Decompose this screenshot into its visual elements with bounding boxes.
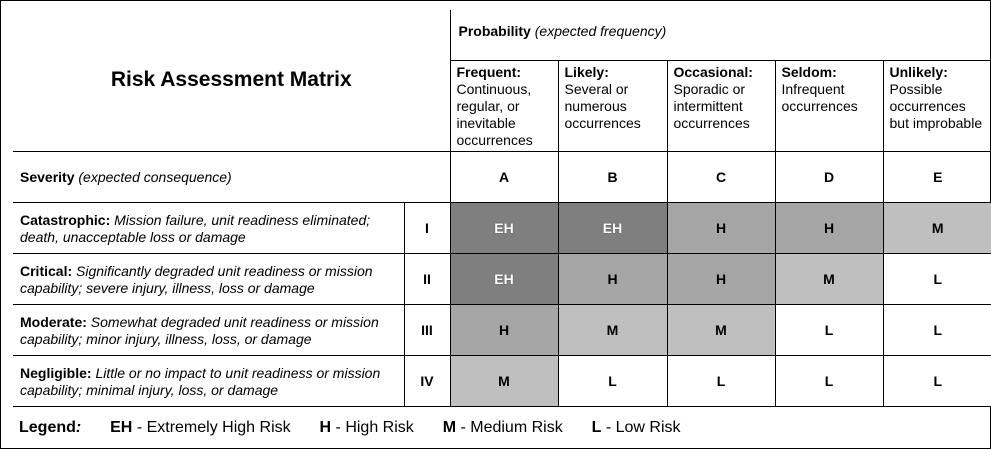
severity-row-moderate <box>13 304 991 355</box>
risk-cell: EH <box>558 202 667 253</box>
probability-letter-c: C <box>667 151 775 202</box>
severity-name: Moderate: <box>20 313 87 330</box>
severity-header <box>13 151 450 202</box>
risk-cell: L <box>883 304 991 355</box>
severity-roman: IV <box>404 355 450 406</box>
risk-cell: M <box>883 202 991 253</box>
severity-name: Catastrophic: <box>20 211 111 228</box>
risk-cell: L <box>558 355 667 406</box>
risk-cell: H <box>667 202 775 253</box>
probability-column-seldom <box>775 60 883 151</box>
risk-cell: M <box>667 304 775 355</box>
legend-code-eh: EH <box>110 419 133 436</box>
risk-cell: H <box>558 253 667 304</box>
legend-code-h: H <box>319 419 332 436</box>
legend-label: Legend <box>19 419 76 436</box>
probability-letter-b: B <box>558 151 667 202</box>
column-desc: Several or numerous occurrences <box>564 80 641 131</box>
risk-cell: M <box>450 355 558 406</box>
severity-desc: Little or no impact to unit readiness or mission capability; minimal injury, loss, or damage <box>20 364 381 398</box>
severity-desc-cell <box>13 253 404 304</box>
column-name: Likely: <box>564 63 609 80</box>
risk-cell: L <box>883 253 991 304</box>
severity-desc-cell <box>13 355 404 406</box>
probability-letter-d: D <box>775 151 883 202</box>
severity-desc: Somewhat degraded unit readiness or mission capability; minor injury, illness, loss, or damage <box>20 313 379 347</box>
legend-text-l: - Low Risk <box>605 419 681 436</box>
severity-desc: Significantly degraded unit readiness or mission capability; severe injury, illness, loss or damage <box>20 262 373 296</box>
severity-row-catastrophic <box>13 202 991 253</box>
legend-code-m: M <box>442 419 457 436</box>
severity-name: Critical: <box>20 262 73 279</box>
probability-header <box>450 10 991 60</box>
risk-cell: EH <box>450 202 558 253</box>
probability-column-frequent <box>450 60 558 151</box>
column-desc: Possible occurrences but improbable <box>889 80 983 131</box>
legend-text-h: - High Risk <box>335 419 414 436</box>
risk-cell: L <box>775 355 883 406</box>
severity-row-critical <box>13 253 991 304</box>
risk-cell: L <box>667 355 775 406</box>
column-desc: Infrequent occurrences <box>781 80 858 114</box>
severity-label: Severity <box>20 168 75 185</box>
probability-letter-a: A <box>450 151 558 202</box>
matrix-title: Risk Assessment Matrix <box>13 10 450 151</box>
risk-assessment-table <box>13 10 991 407</box>
column-desc: Continuous, regular, or inevitable occurrences <box>456 80 533 148</box>
risk-cell: L <box>883 355 991 406</box>
risk-cell: L <box>775 304 883 355</box>
risk-cell: M <box>775 253 883 304</box>
legend-text-m: - Medium Risk <box>460 419 563 436</box>
risk-cell: EH <box>450 253 558 304</box>
probability-column-likely <box>558 60 667 151</box>
legend-code-l: L <box>591 419 602 436</box>
probability-label: Probability <box>458 23 531 39</box>
risk-cell: M <box>558 304 667 355</box>
severity-desc: Mission failure, unit readiness eliminated; death, unacceptable loss or damage <box>20 211 371 245</box>
legend-colon: : <box>75 419 82 436</box>
column-name: Seldom: <box>781 63 837 80</box>
severity-sublabel: (expected consequence) <box>78 168 232 185</box>
severity-roman: II <box>404 253 450 304</box>
risk-cell: H <box>667 253 775 304</box>
severity-desc-cell <box>13 202 404 253</box>
column-name: Frequent: <box>456 63 522 80</box>
legend-text-eh: - Extremely High Risk <box>136 419 291 436</box>
probability-column-unlikely <box>883 60 991 151</box>
severity-name: Negligible: <box>20 364 92 381</box>
risk-cell: H <box>775 202 883 253</box>
severity-desc-cell <box>13 304 404 355</box>
column-desc: Sporadic or intermittent occurrences <box>673 80 750 131</box>
legend <box>19 419 681 437</box>
severity-roman: III <box>404 304 450 355</box>
probability-letter-e: E <box>883 151 991 202</box>
column-name: Unlikely: <box>889 63 948 80</box>
severity-roman: I <box>404 202 450 253</box>
severity-row-negligible <box>13 355 991 406</box>
column-name: Occasional: <box>673 63 753 80</box>
probability-sublabel: (expected frequency) <box>534 23 667 39</box>
risk-cell: H <box>450 304 558 355</box>
probability-column-occasional <box>667 60 775 151</box>
